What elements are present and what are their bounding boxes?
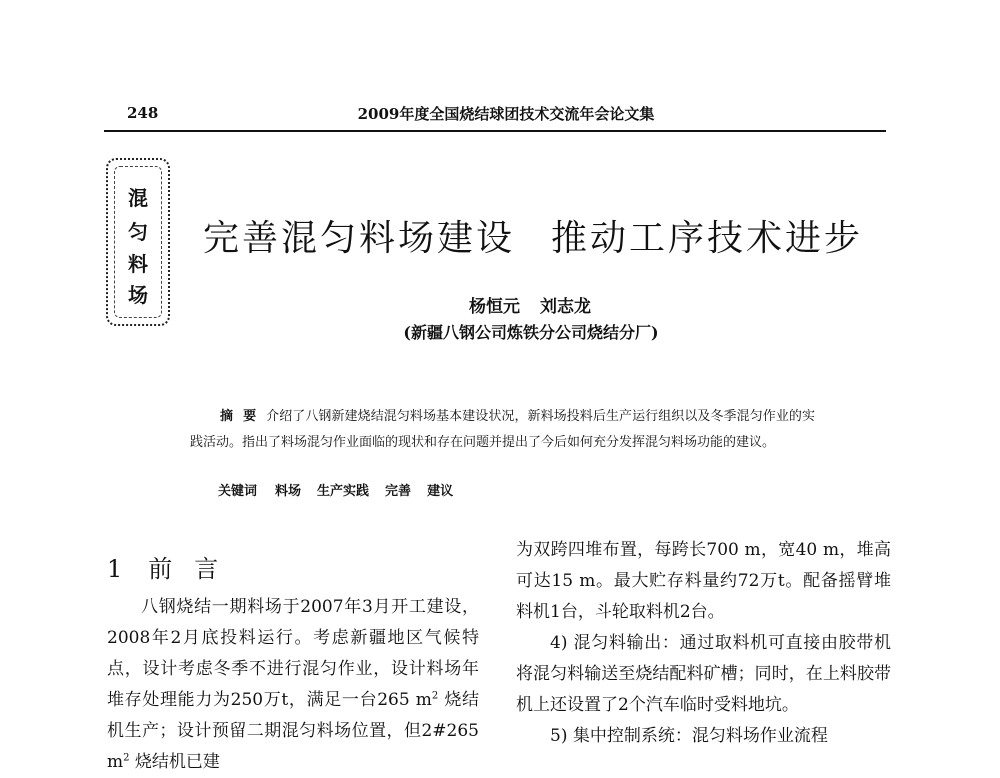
- article-title: [203, 210, 863, 261]
- paragraph: 为双跨四堆布置，每跨长700 m，宽40 m，堆高可达15 m。最大贮存料量约72万t。配备摇臂堆料机1台，斗轮取料机2台。: [516, 540, 891, 622]
- paragraph-text: 八钢烧结一期料场于2007年3月开工建设，2008年2月底投料运行。考虑新疆地区气候特点，设计考虑冬季不进行混匀作业，设计料场年堆存处理能力为250万t，满足一台265 m: [107, 597, 479, 710]
- paragraph-text: 烧结机已建: [129, 752, 220, 772]
- authors: [0, 292, 1000, 317]
- keyword: 生产实践: [317, 484, 370, 499]
- title-part-2: 推动工序技术进步: [551, 218, 864, 259]
- section-number: 1: [107, 555, 123, 583]
- left-column: [107, 592, 479, 778]
- keyword: 料场: [275, 484, 302, 499]
- header-rule: [104, 130, 886, 132]
- author-name: 刘志龙: [540, 297, 591, 317]
- abstract: [190, 404, 815, 456]
- keyword: 建议: [427, 484, 454, 499]
- keywords: [218, 480, 469, 499]
- proceedings-title: 2009年度全国烧结球团技术交流年会论文集: [357, 105, 655, 123]
- affiliation: (新疆八钢公司炼铁分公司烧结分厂): [403, 323, 659, 342]
- author-name: 杨恒元: [469, 297, 520, 317]
- section-heading: [107, 549, 240, 584]
- right-column: [516, 535, 891, 752]
- superscript: 2: [431, 690, 439, 702]
- section-tag-char: 匀: [128, 220, 148, 244]
- paragraph: 4) 混匀料输出：通过取料机可直接由胶带机将混匀料输送至烧结配料矿槽；同时，在上料胶带机上还设置了2个汽车临时受料地坑。: [516, 633, 891, 715]
- abstract-label: 摘要: [220, 409, 267, 424]
- superscript: 2: [123, 752, 130, 764]
- keywords-label: 关键词: [218, 484, 258, 499]
- paragraph: [107, 592, 479, 778]
- paragraph: 5) 集中控制系统：混匀料场作业流程: [550, 726, 828, 746]
- section-title: 前言: [148, 555, 241, 583]
- section-tag-char: 料: [128, 252, 148, 276]
- keyword: 完善: [385, 484, 412, 499]
- section-tag-char: 混: [128, 186, 148, 210]
- title-part-1: 完善混匀料场建设: [203, 218, 516, 259]
- abstract-text: 介绍了八钢新建烧结混匀料场基本建设状况，新料场投料后生产运行组织以及冬季混匀作业的实践活动。指出了料场混匀作业面临的现状和存在问题并提出了今后如何充分发挥混匀料场功能的建议。: [190, 409, 815, 450]
- page-number: 248: [127, 104, 159, 122]
- section-tag-char: 场: [128, 283, 148, 307]
- paragraph-text: 烧结机生产；设计预留二期混匀料场位置，但2#265 m: [107, 690, 479, 772]
